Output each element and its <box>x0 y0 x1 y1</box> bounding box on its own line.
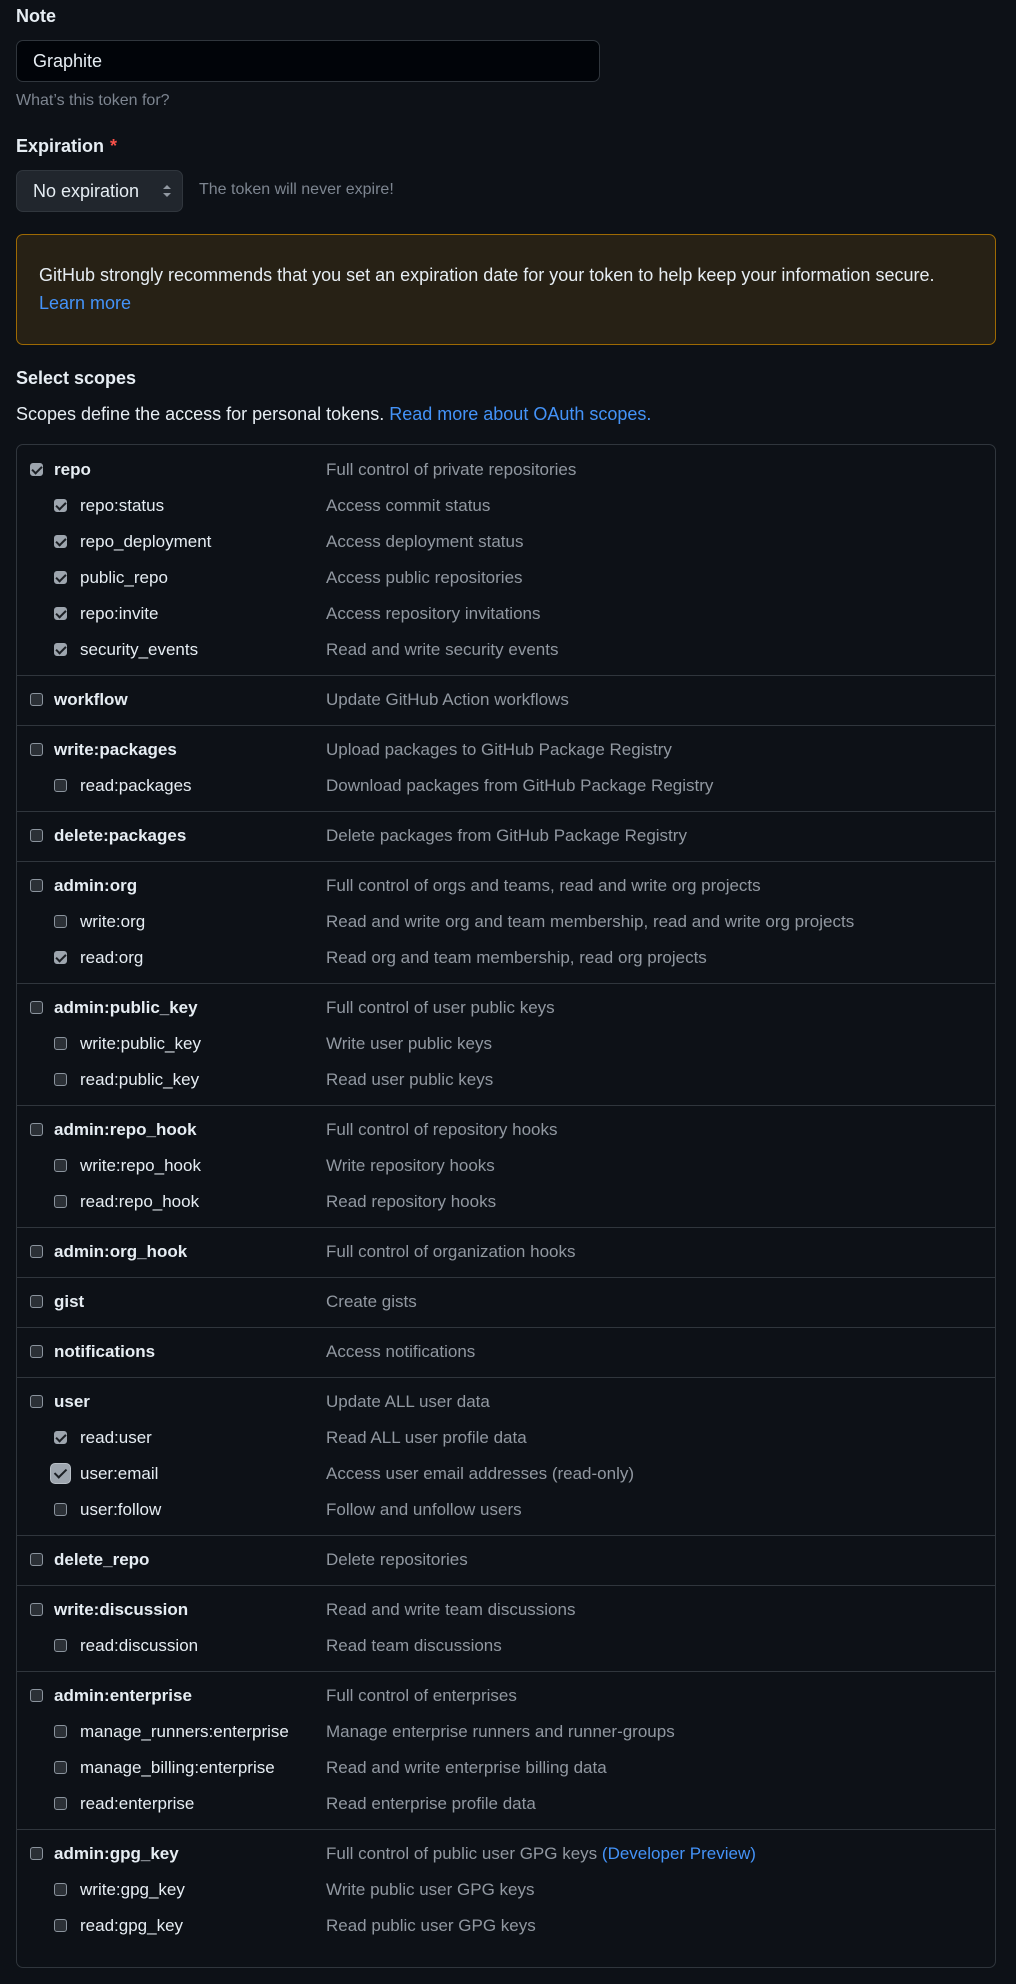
scope-checkbox[interactable] <box>54 1883 67 1896</box>
scope-checkbox[interactable] <box>54 643 67 656</box>
scope-name: admin:gpg_key <box>54 1844 179 1863</box>
scope-name: repo <box>54 460 91 479</box>
scope-name: admin:repo_hook <box>54 1120 197 1139</box>
scope-row-write-discussion[interactable] <box>17 1592 995 1628</box>
scope-description <box>326 740 672 760</box>
scope-description-text: Update GitHub Action workflows <box>326 690 569 709</box>
scope-name: repo_deployment <box>80 532 212 551</box>
subscope-row-security-events[interactable] <box>17 632 995 668</box>
scope-description-text: Access notifications <box>326 1342 476 1361</box>
scope-row-admin-enterprise[interactable] <box>17 1678 995 1714</box>
group-divider <box>17 675 995 676</box>
expiration-hint: The token will never expire! <box>199 181 394 198</box>
scope-description-text: Upload packages to GitHub Package Registry <box>326 740 672 759</box>
scope-description <box>326 1070 493 1090</box>
scope-name: admin:org <box>54 876 138 895</box>
scope-name: repo:status <box>80 496 165 515</box>
scope-checkbox[interactable] <box>30 829 43 842</box>
subscope-row-manage-runners-enterprise[interactable] <box>17 1714 995 1750</box>
subscope-row-write-gpg-key[interactable] <box>17 1872 995 1908</box>
scope-checkbox[interactable] <box>30 1001 43 1014</box>
scope-checkbox[interactable] <box>30 1553 43 1566</box>
scope-description-text: Full control of organization hooks <box>326 1242 576 1261</box>
scope-description <box>326 1242 575 1262</box>
scope-name: read:user <box>80 1428 152 1447</box>
scope-name: notifications <box>54 1342 156 1361</box>
scope-name: read:gpg_key <box>80 1916 184 1935</box>
scope-description <box>326 690 569 710</box>
scope-name: user:email <box>80 1464 159 1483</box>
scope-checkbox[interactable] <box>30 1395 43 1408</box>
scope-description-text: Read repository hooks <box>326 1192 497 1211</box>
scope-checkbox[interactable] <box>54 1503 67 1516</box>
scope-name: write:packages <box>54 740 177 759</box>
scope-row-user[interactable] <box>17 1384 995 1420</box>
scope-checkbox[interactable] <box>30 1245 43 1258</box>
scope-checkbox[interactable] <box>54 915 67 928</box>
scope-row-admin-gpg-key[interactable] <box>17 1836 995 1872</box>
scope-description <box>326 1550 468 1570</box>
scope-name: manage_runners:enterprise <box>80 1722 289 1741</box>
scope-name: write:gpg_key <box>80 1880 185 1899</box>
scope-description <box>326 826 687 846</box>
subscope-row-write-public-key[interactable] <box>17 1026 995 1062</box>
scope-row-write-packages[interactable] <box>17 732 995 768</box>
scope-description-text: Access deployment status <box>326 532 524 551</box>
scope-description <box>326 496 490 516</box>
scope-name: security_events <box>80 640 199 659</box>
required-marker: * <box>110 136 118 156</box>
scope-description-text: Delete packages from GitHub Package Registry <box>326 826 687 845</box>
scope-description <box>326 776 713 796</box>
scope-name: read:public_key <box>80 1070 200 1089</box>
group-divider <box>17 1671 995 1672</box>
scope-description <box>326 876 761 896</box>
subscope-row-repo-invite[interactable] <box>17 596 995 632</box>
scope-checkbox[interactable] <box>30 879 43 892</box>
scope-checkbox[interactable] <box>30 1345 43 1358</box>
expiration-select[interactable] <box>16 170 183 212</box>
scope-description-text: Write repository hooks <box>326 1156 495 1175</box>
subscope-row-user-follow[interactable] <box>17 1492 995 1528</box>
scope-description-text: Read user public keys <box>326 1070 494 1089</box>
expiration-label-text: Expiration <box>16 136 105 156</box>
scopes-description-text: Scopes define the access for personal tokens. <box>16 404 385 424</box>
scope-description <box>326 640 558 660</box>
scope-description-text: Update ALL user data <box>326 1392 490 1411</box>
scope-checkbox[interactable] <box>30 463 43 476</box>
scope-name: public_repo <box>80 568 168 587</box>
scope-checkbox[interactable] <box>54 1797 67 1810</box>
scope-description <box>326 1686 517 1706</box>
group-divider <box>17 1585 995 1586</box>
scope-description-text: Full control of orgs and teams, read and write org projects <box>326 876 761 895</box>
scope-name: admin:enterprise <box>54 1686 192 1705</box>
scope-checkbox[interactable] <box>50 1463 71 1484</box>
subscope-row-read-gpg-key[interactable] <box>17 1908 995 1944</box>
scope-description <box>326 460 576 480</box>
scope-checkbox[interactable] <box>54 1639 67 1652</box>
scope-name: read:enterprise <box>80 1794 195 1813</box>
scope-row-delete-repo[interactable] <box>17 1542 995 1578</box>
scope-checkbox[interactable] <box>30 1603 43 1616</box>
scope-description-text: Delete repositories <box>326 1550 468 1569</box>
expiration-label <box>16 136 117 157</box>
scope-name: manage_billing:enterprise <box>80 1758 275 1777</box>
group-divider <box>17 1105 995 1106</box>
group-divider <box>17 1829 995 1830</box>
scope-checkbox[interactable] <box>54 1919 67 1932</box>
scope-name: write:org <box>80 912 146 931</box>
scope-description-text: Access commit status <box>326 496 491 515</box>
group-divider <box>17 1227 995 1228</box>
scope-row-repo[interactable] <box>17 452 995 488</box>
scope-checkbox[interactable] <box>54 499 67 512</box>
scope-description-text: Read public user GPG keys <box>326 1916 536 1935</box>
subscope-row-read-discussion[interactable] <box>17 1628 995 1664</box>
scope-name: user:follow <box>80 1500 162 1519</box>
scope-description-text: Access public repositories <box>326 568 523 587</box>
scope-name: delete:packages <box>54 826 187 845</box>
warning-text: GitHub strongly recommends that you set an expiration date for your token to help keep your information secure. <box>39 265 935 285</box>
group-divider <box>17 983 995 984</box>
scope-description <box>326 1292 417 1312</box>
scope-description <box>326 604 540 624</box>
scope-checkbox[interactable] <box>54 951 67 964</box>
scope-description-text: Write user public keys <box>326 1034 492 1053</box>
scope-description-text: Full control of enterprises <box>326 1686 517 1705</box>
scope-name: write:discussion <box>54 1600 189 1619</box>
subscope-row-read-enterprise[interactable] <box>17 1786 995 1822</box>
scope-checkbox[interactable] <box>54 779 67 792</box>
scope-checkbox[interactable] <box>30 1123 43 1136</box>
scope-description <box>326 1464 634 1484</box>
scope-name: user <box>54 1392 90 1411</box>
scope-description <box>326 1500 522 1520</box>
scope-checkbox[interactable] <box>54 1159 67 1172</box>
scope-row-workflow[interactable] <box>17 682 995 718</box>
scope-description <box>326 1758 607 1778</box>
scope-description <box>326 1392 490 1412</box>
scope-description <box>326 1156 495 1176</box>
scope-checkbox[interactable] <box>30 1689 43 1702</box>
scope-name: read:repo_hook <box>80 1192 200 1211</box>
scope-description <box>326 1722 675 1742</box>
scope-row-admin-public-key[interactable] <box>17 990 995 1026</box>
scope-description <box>326 1192 496 1212</box>
scope-description-text: Full control of private repositories <box>326 460 577 479</box>
subscope-row-public-repo[interactable] <box>17 560 995 596</box>
group-divider <box>17 1377 995 1378</box>
subscope-row-repo-deployment[interactable] <box>17 524 995 560</box>
scope-checkbox[interactable] <box>54 1073 67 1086</box>
group-divider <box>17 725 995 726</box>
scope-checkbox[interactable] <box>54 535 67 548</box>
subscope-row-read-public-key[interactable] <box>17 1062 995 1098</box>
subscope-row-read-org[interactable] <box>17 940 995 976</box>
scope-description-text: Manage enterprise runners and runner-groups <box>326 1722 675 1741</box>
scope-description-text: Read team discussions <box>326 1636 502 1655</box>
scope-row-gist[interactable] <box>17 1284 995 1320</box>
subscope-row-repo-status[interactable] <box>17 488 995 524</box>
scope-name: read:packages <box>80 776 192 795</box>
developer-preview-link[interactable]: (Developer Preview) <box>601 1844 756 1863</box>
scope-name: workflow <box>54 690 128 709</box>
scope-description-text: Read and write team discussions <box>326 1600 576 1619</box>
scope-row-notifications[interactable] <box>17 1334 995 1370</box>
note-label: Note <box>16 6 56 26</box>
scope-description-text: Full control of user public keys <box>326 998 555 1017</box>
scope-description-text: Access user email addresses (read-only) <box>326 1464 635 1483</box>
scope-description-text: Read org and team membership, read org projects <box>326 948 707 967</box>
scope-description-text: Follow and unfollow users <box>326 1500 522 1519</box>
scope-description <box>326 1636 502 1656</box>
scope-row-admin-org-hook[interactable] <box>17 1234 995 1270</box>
scope-description-text: Write public user GPG keys <box>326 1880 535 1899</box>
scope-description <box>326 1428 527 1448</box>
note-input[interactable] <box>16 40 600 82</box>
scope-checkbox[interactable] <box>30 693 43 706</box>
group-divider <box>17 1327 995 1328</box>
scope-description <box>326 1342 475 1362</box>
scope-row-delete-packages[interactable] <box>17 818 995 854</box>
scope-description-text: Access repository invitations <box>326 604 541 623</box>
scope-name: admin:public_key <box>54 998 198 1017</box>
scope-description <box>326 1794 536 1814</box>
scope-description <box>326 1880 534 1900</box>
scope-checkbox[interactable] <box>30 1847 43 1860</box>
scopes-description <box>16 404 651 425</box>
scope-checkbox[interactable] <box>54 571 67 584</box>
scope-checkbox[interactable] <box>54 607 67 620</box>
group-divider <box>17 1535 995 1536</box>
scope-name: repo:invite <box>80 604 159 623</box>
scope-name: delete_repo <box>54 1550 150 1569</box>
learn-more-link[interactable]: Learn more <box>39 293 132 313</box>
expiration-selected-value: No expiration <box>33 180 140 201</box>
scope-description-text: Full control of repository hooks <box>326 1120 558 1139</box>
scope-description-text: Read ALL user profile data <box>326 1428 527 1447</box>
scope-description <box>326 1600 575 1620</box>
scope-description-text: Full control of public user GPG keys <box>326 1844 598 1863</box>
subscope-row-read-packages[interactable] <box>17 768 995 804</box>
subscope-row-write-org[interactable] <box>17 904 995 940</box>
scope-description-text: Download packages from GitHub Package Registry <box>326 776 714 795</box>
scope-name: admin:org_hook <box>54 1242 188 1261</box>
subscope-row-user-email[interactable] <box>17 1456 995 1492</box>
note-hint: What’s this token for? <box>16 92 170 109</box>
scope-description <box>326 912 854 932</box>
group-divider <box>17 1277 995 1278</box>
scope-description <box>326 532 523 552</box>
subscope-row-read-user[interactable] <box>17 1420 995 1456</box>
scope-checkbox[interactable] <box>54 1037 67 1050</box>
subscope-row-write-repo-hook[interactable] <box>17 1148 995 1184</box>
scopes-title: Select scopes <box>16 368 137 388</box>
expiration-warning <box>16 234 996 345</box>
scope-row-admin-repo-hook[interactable] <box>17 1112 995 1148</box>
scope-description <box>326 948 707 968</box>
scope-description <box>326 1844 756 1864</box>
scope-description <box>326 1120 558 1140</box>
scope-row-admin-org[interactable] <box>17 868 995 904</box>
oauth-scopes-link[interactable]: Read more about OAuth scopes. <box>389 404 652 424</box>
scope-checkbox[interactable] <box>54 1761 67 1774</box>
scope-description <box>326 568 523 588</box>
scopes-list <box>16 444 996 1968</box>
scope-name: read:discussion <box>80 1636 199 1655</box>
scope-description-text: Read and write org and team membership, read and write org projects <box>326 912 855 931</box>
scope-description <box>326 1916 536 1936</box>
scope-name: gist <box>54 1292 85 1311</box>
scope-description-text: Read enterprise profile data <box>326 1794 536 1813</box>
scope-description-text: Read and write enterprise billing data <box>326 1758 607 1777</box>
group-divider <box>17 811 995 812</box>
scope-checkbox[interactable] <box>30 743 43 756</box>
select-chevrons-icon <box>162 182 172 200</box>
scope-description <box>326 998 555 1018</box>
scope-checkbox[interactable] <box>54 1195 67 1208</box>
scope-checkbox[interactable] <box>54 1725 67 1738</box>
scope-checkbox[interactable] <box>30 1295 43 1308</box>
subscope-row-manage-billing-enterprise[interactable] <box>17 1750 995 1786</box>
scope-name: write:repo_hook <box>80 1156 201 1175</box>
scope-description <box>326 1034 492 1054</box>
scope-checkbox[interactable] <box>54 1431 67 1444</box>
scope-description-text: Read and write security events <box>326 640 559 659</box>
group-divider <box>17 861 995 862</box>
scope-name: read:org <box>80 948 144 967</box>
subscope-row-read-repo-hook[interactable] <box>17 1184 995 1220</box>
scope-name: write:public_key <box>80 1034 201 1053</box>
scope-description-text: Create gists <box>326 1292 417 1311</box>
